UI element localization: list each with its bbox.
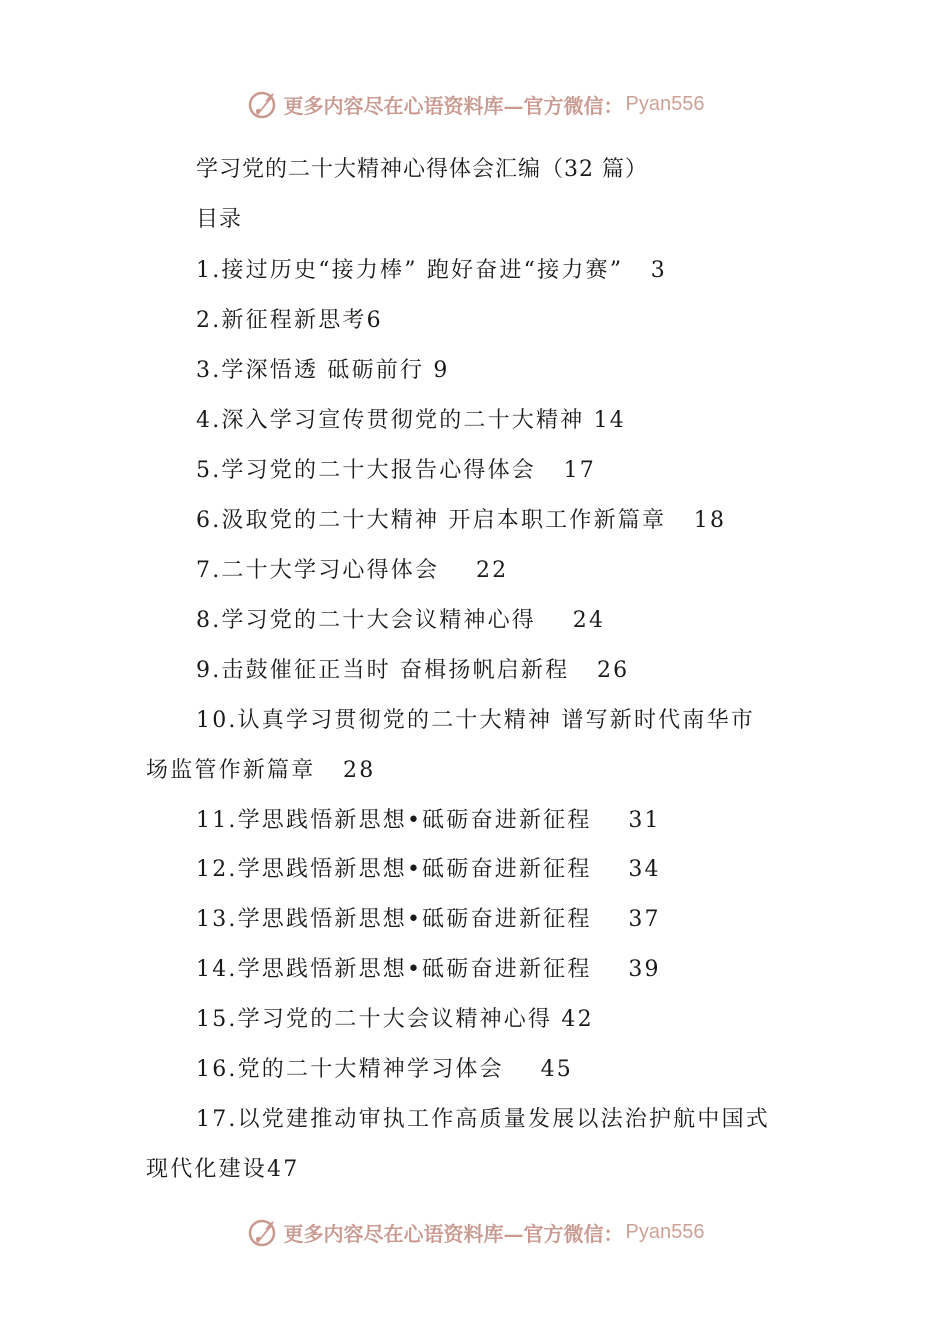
watermark-handle: Pyan556 — [625, 1220, 705, 1243]
toc-entry-14: 14.学思践悟新思想•砥砺奋进新征程 39 — [196, 957, 661, 982]
toc-page-number: 37 — [628, 907, 661, 932]
toc-page-number: 3 — [650, 258, 667, 283]
document-title: 学习党的二十大精神心得体会汇编（32 篇） — [196, 157, 648, 182]
toc-page-number: 34 — [628, 857, 661, 882]
watermark-footer — [0, 1212, 950, 1252]
toc-page-number: 9 — [433, 358, 450, 383]
toc-page-number: 28 — [343, 758, 376, 783]
toc-entry-10: 10.认真学习贯彻党的二十大精神 谱写新时代南华市 — [196, 708, 755, 733]
toc-entry-16: 16.党的二十大精神学习体会 45 — [196, 1057, 573, 1082]
toc-page-number: 6 — [366, 308, 383, 333]
toc-entry-1: 1.接过历史“接力棒” 跑好奋进“接力赛” 3 — [196, 258, 667, 283]
toc-entry-4: 4.深入学习宣传贯彻党的二十大精神 14 — [196, 408, 627, 433]
watermark-text: 更多内容尽在心语资料库—官方微信： — [283, 93, 624, 118]
toc-entry-17: 17.以党建推动审执工作高质量发展以法治护航中国式 — [196, 1107, 770, 1132]
toc-page-number: 17 — [563, 458, 596, 483]
toc-entry-12: 12.学思践悟新思想•砥砺奋进新征程 34 — [196, 857, 661, 882]
toc-page-number: 39 — [628, 957, 661, 982]
toc-entry-8: 8.学习党的二十大会议精神心得 24 — [196, 608, 606, 633]
toc-page-number: 18 — [693, 508, 727, 533]
toc-page-number: 24 — [572, 608, 606, 633]
toc-entry-6: 6.汲取党的二十大精神 开启本职工作新篇章 18 — [196, 508, 727, 533]
toc-entry-13: 13.学思践悟新思想•砥砺奋进新征程 37 — [196, 907, 661, 932]
quill-logo-icon — [246, 1215, 280, 1249]
watermark-header — [0, 84, 950, 124]
toc-entry-5: 5.学习党的二十大报告心得体会 17 — [196, 458, 596, 483]
toc-entry-10-continued: 场监管作新篇章 28 — [146, 758, 376, 783]
toc-entry-7: 7.二十大学习心得体会 22 — [196, 558, 509, 583]
toc-page-number: 42 — [561, 1007, 594, 1032]
toc-page-number: 26 — [596, 658, 630, 683]
quill-logo-icon — [246, 87, 280, 121]
watermark-text: 更多内容尽在心语资料库—官方微信： — [283, 1221, 624, 1246]
watermark-handle: Pyan556 — [625, 92, 705, 115]
toc-entry-9: 9.击鼓催征正当时 奋楫扬帆启新程 26 — [196, 658, 630, 683]
toc-page-number: 47 — [267, 1157, 300, 1182]
toc-entry-15: 15.学习党的二十大会议精神心得 42 — [196, 1007, 594, 1032]
toc-entry-17-continued: 现代化建设47 — [146, 1157, 300, 1182]
toc-entry-2: 2.新征程新思考6 — [196, 308, 383, 333]
toc-entry-11: 11.学思践悟新思想•砥砺奋进新征程 31 — [196, 808, 661, 833]
toc-entry-3: 3.学深悟透 砥砺前行 9 — [196, 358, 450, 383]
toc-page-number: 45 — [540, 1057, 573, 1082]
toc-page-number: 31 — [628, 808, 661, 833]
toc-page-number: 22 — [475, 558, 509, 583]
toc-heading: 目录 — [196, 207, 243, 232]
toc-page-number: 14 — [593, 408, 627, 433]
